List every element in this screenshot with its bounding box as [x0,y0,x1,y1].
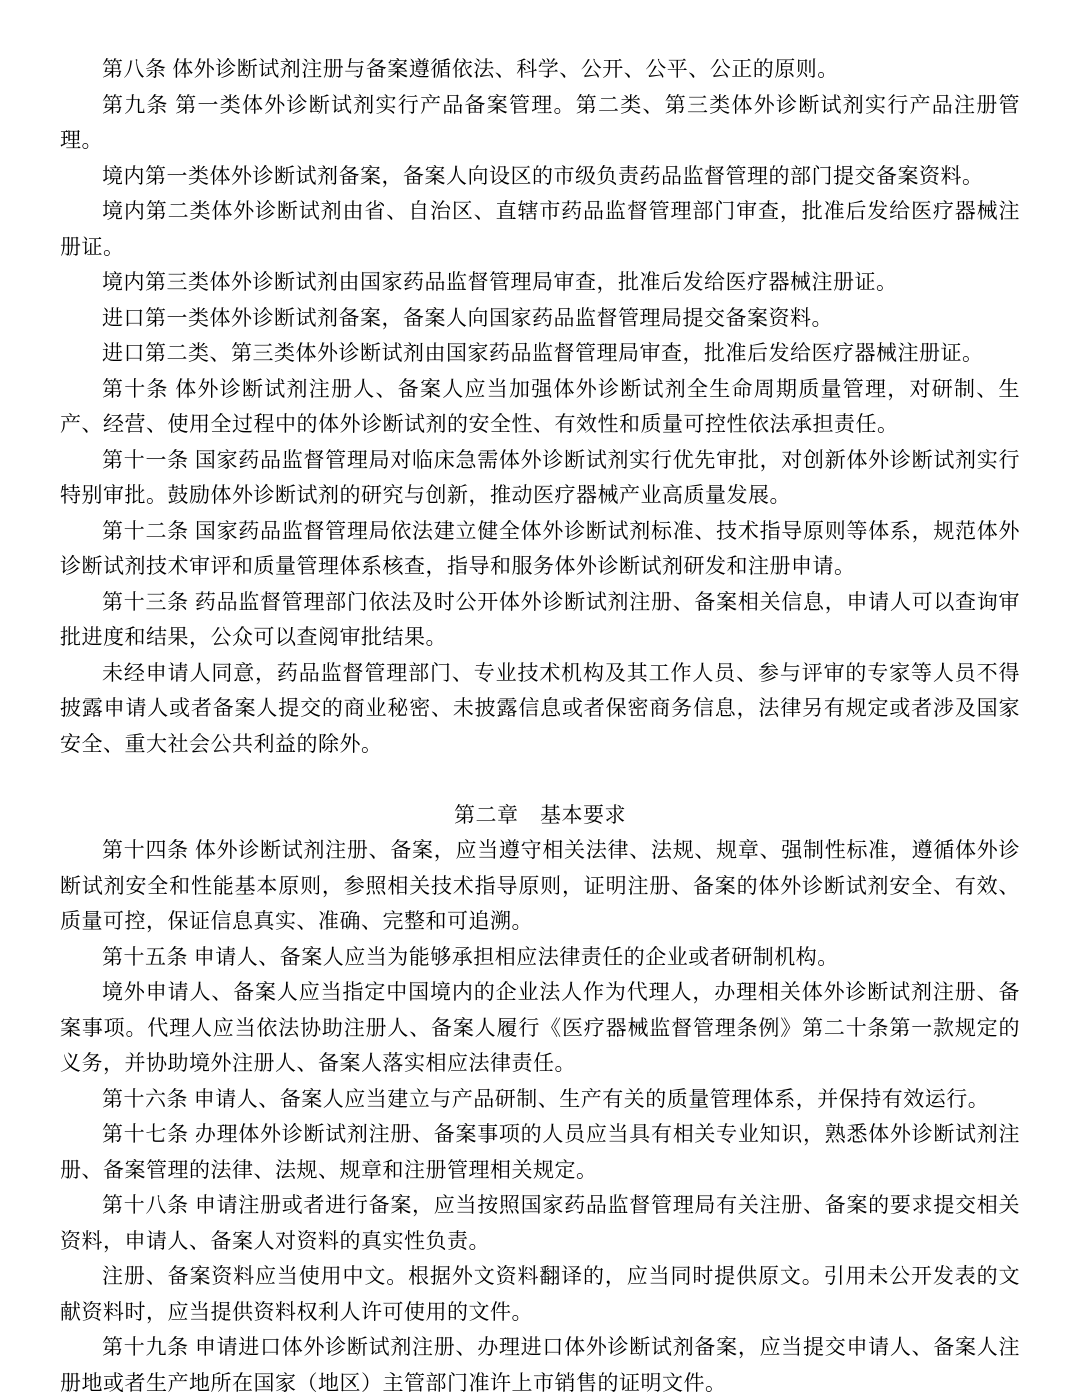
paragraph: 第十七条 办理体外诊断试剂注册、备案事项的人员应当具有相关专业知识，熟悉体外诊断试剂注册、备案管理的法律、法规、规章和注册管理相关规定。 [60,1122,1020,1182]
paragraph: 第十二条 国家药品监督管理局依法建立健全体外诊断试剂标准、技术指导原则等体系，规范体外诊断试剂技术审评和质量管理体系核查，指导和服务体外诊断试剂研发和注册申请。 [60,518,1020,578]
paragraph: 境外申请人、备案人应当指定中国境内的企业法人作为代理人，办理相关体外诊断试剂注册、备案事项。代理人应当依法协助注册人、备案人履行《医疗器械监督管理条例》第二十条第一款规定的义务，并协助境外注册人、备案人落实相应法律责任。 [60,980,1020,1075]
paragraph: 第十九条 申请进口体外诊断试剂注册、办理进口体外诊断试剂备案，应当提交申请人、备案人注册地或者生产地所在国家（地区）主管部门准许上市销售的证明文件。 [60,1335,1020,1395]
paragraph: 第十五条 申请人、备案人应当为能够承担相应法律责任的企业或者研制机构。 [102,944,839,969]
paragraph: 注册、备案资料应当使用中文。根据外文资料翻译的，应当同时提供原文。引用未公开发表的文献资料时，应当提供资料权利人许可使用的文件。 [60,1264,1020,1324]
paragraph: 境内第三类体外诊断试剂由国家药品监督管理局审查，批准后发给医疗器械注册证。 [102,270,898,294]
paragraph: 第十三条 药品监督管理部门依法及时公开体外诊断试剂注册、备案相关信息，申请人可以查询审批进度和结果，公众可以查阅审批结果。 [60,589,1020,649]
paragraph: 第十一条 国家药品监督管理局对临床急需体外诊断试剂实行优先审批，对创新体外诊断试剂实行特别审批。鼓励体外诊断试剂的研究与创新，推动医疗器械产业高质量发展。 [60,447,1020,507]
document-content [60,52,1020,1398]
paragraph: 第十四条 体外诊断试剂注册、备案，应当遵守相关法律、法规、规章、强制性标准，遵循体外诊断试剂安全和性能基本原则，参照相关技术指导原则，证明注册、备案的体外诊断试剂安全、有效、质量可控，保证信息真实、准确、完整和可追溯。 [60,838,1020,933]
paragraph: 第九条 第一类体外诊断试剂实行产品备案管理。第二类、第三类体外诊断试剂实行产品注册管理。 [60,92,1020,152]
chapter-heading: 第二章 基本要求 [454,802,626,827]
paragraph: 第十六条 申请人、备案人应当建立与产品研制、生产有关的质量管理体系，并保持有效运行。 [102,1086,990,1111]
paragraph: 境内第一类体外诊断试剂备案，备案人向设区的市级负责药品监督管理的部门提交备案资料。 [102,163,984,188]
paragraph: 进口第二类、第三类体外诊断试剂由国家药品监督管理局审查，批准后发给医疗器械注册证。 [102,341,984,365]
paragraph: 未经申请人同意，药品监督管理部门、专业技术机构及其工作人员、参与评审的专家等人员不得披露申请人或者备案人提交的商业秘密、未披露信息或者保密商务信息，法律另有规定或者涉及国家安全、重大社会公共利益的除外。 [60,660,1020,756]
paragraph: 第八条 体外诊断试剂注册与备案遵循依法、科学、公开、公平、公正的原则。 [102,57,839,81]
paragraph: 第十八条 申请注册或者进行备案，应当按照国家药品监督管理局有关注册、备案的要求提交相关资料，申请人、备案人对资料的真实性负责。 [60,1193,1020,1253]
paragraph: 第十条 体外诊断试剂注册人、备案人应当加强体外诊断试剂全生命周期质量管理，对研制、生产、经营、使用全过程中的体外诊断试剂的安全性、有效性和质量可控性依法承担责任。 [60,376,1020,436]
paragraph: 境内第二类体外诊断试剂由省、自治区、直辖市药品监督管理部门审查，批准后发给医疗器械注册证。 [60,199,1020,259]
paragraph: 进口第一类体外诊断试剂备案，备案人向国家药品监督管理局提交备案资料。 [102,305,833,330]
